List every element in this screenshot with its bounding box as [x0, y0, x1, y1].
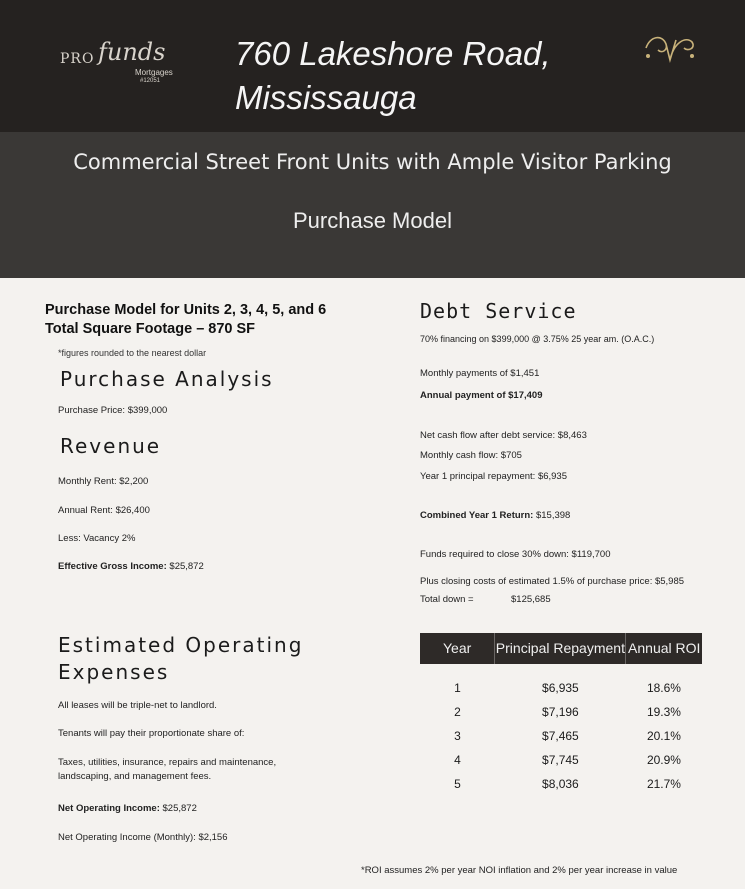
financing-terms: 70% financing on $399,000 @ 3.75% 25 year am. (O.A.C.)	[420, 334, 655, 344]
principal-cell: $7,196	[542, 705, 579, 719]
principal-cell: $6,935	[542, 681, 579, 695]
total-down-value: $125,685	[511, 594, 551, 605]
principal-cell: $7,745	[542, 753, 579, 767]
logo-license: #12051	[140, 78, 161, 84]
roi-table	[420, 633, 702, 796]
opex-title-line-2: Expenses	[58, 660, 170, 684]
monthly-cash-flow: Monthly cash flow: $705	[420, 450, 522, 461]
monthly-payments: Monthly payments of $1,451	[420, 368, 540, 379]
proportionate-share-note: Tenants will pay their proportionate share of:	[58, 728, 245, 739]
net-cash-flow: Net cash flow after debt service: $8,463	[420, 430, 587, 441]
net-operating-income-monthly: Net Operating Income (Monthly): $2,156	[58, 832, 228, 843]
annual-rent: Annual Rent: $26,400	[58, 505, 150, 516]
col-year: Year	[420, 633, 495, 664]
egi-label: Effective Gross Income:	[58, 561, 167, 572]
logo-pro: PRO	[60, 51, 95, 67]
noi-value: $25,872	[159, 803, 197, 814]
logo-mortgages: Mortgages	[135, 68, 173, 77]
title-line-2: Mississauga	[235, 79, 417, 116]
year-cell: 1	[454, 681, 461, 695]
monthly-rent: Monthly Rent: $2,200	[58, 476, 149, 487]
expense-list-note	[58, 756, 276, 784]
logo-funds: funds	[98, 38, 166, 66]
annual-payment: Annual payment of $17,409	[420, 390, 543, 401]
combined-year1-return	[420, 510, 570, 521]
vacancy: Less: Vacancy 2%	[58, 533, 136, 544]
table-row	[420, 724, 702, 748]
roi-cell: 21.7%	[646, 777, 681, 791]
page-title	[235, 32, 655, 120]
revenue-heading: Revenue	[60, 434, 162, 458]
roi-footnote: *ROI assumes 2% per year NOI inflation and 2% per year increase in value	[361, 865, 678, 876]
noi-label: Net Operating Income:	[58, 803, 160, 814]
principal-cell: $8,036	[542, 777, 579, 791]
ornament-icon	[640, 30, 700, 66]
col-annual-roi: Annual ROI	[626, 633, 702, 664]
expense-list-line-2: landscaping, and management fees.	[58, 771, 212, 782]
roi-cell: 20.9%	[646, 753, 681, 767]
total-down-label: Total down =	[420, 594, 474, 605]
roi-cell: 19.3%	[646, 705, 681, 719]
rounding-note: *figures rounded to the nearest dollar	[58, 348, 207, 358]
net-operating-income	[58, 803, 197, 814]
year-cell: 5	[454, 777, 461, 791]
egi-value: $25,872	[166, 561, 204, 572]
principal-cell: $7,465	[542, 729, 579, 743]
units-heading: Purchase Model for Units 2, 3, 4, 5, and 6	[45, 302, 327, 318]
effective-gross-income	[58, 561, 204, 572]
roi-cell: 18.6%	[646, 681, 681, 695]
square-footage-heading: Total Square Footage – 870 SF	[45, 321, 256, 337]
table-row	[420, 772, 702, 796]
tagline: Commercial Street Front Units with Ample Visitor Parking	[73, 150, 672, 174]
purchase-model-subtitle: Purchase Model	[293, 208, 452, 233]
closing-costs: Plus closing costs of estimated 1.5% of purchase price: $5,985	[420, 576, 685, 587]
table-row	[420, 676, 702, 700]
roi-cell: 20.1%	[646, 729, 681, 743]
triple-net-note: All leases will be triple-net to landlord.	[58, 700, 217, 711]
profunds-logo	[60, 40, 190, 100]
purchase-analysis-heading: Purchase Analysis	[60, 367, 274, 391]
expense-list-line-1: Taxes, utilities, insurance, repairs and maintenance,	[58, 757, 277, 768]
combined-value: $15,398	[533, 510, 571, 521]
title-line-1: 760 Lakeshore Road,	[235, 35, 551, 72]
year1-principal-repayment: Year 1 principal repayment: $6,935	[420, 471, 567, 482]
table-row	[420, 700, 702, 724]
year-cell: 2	[454, 705, 461, 719]
col-principal-repayment: Principal Repayment	[495, 633, 626, 664]
roi-table-header-row	[420, 633, 702, 664]
debt-service-heading: Debt Service	[420, 299, 577, 323]
opex-title-line-1: Estimated Operating	[58, 633, 304, 657]
purchase-price: Purchase Price: $399,000	[58, 405, 168, 416]
table-row	[420, 748, 702, 772]
funds-required: Funds required to close 30% down: $119,700	[420, 549, 611, 560]
operating-expenses-heading	[58, 632, 303, 686]
combined-label: Combined Year 1 Return:	[420, 510, 534, 521]
year-cell: 3	[454, 729, 461, 743]
year-cell: 4	[454, 753, 461, 767]
